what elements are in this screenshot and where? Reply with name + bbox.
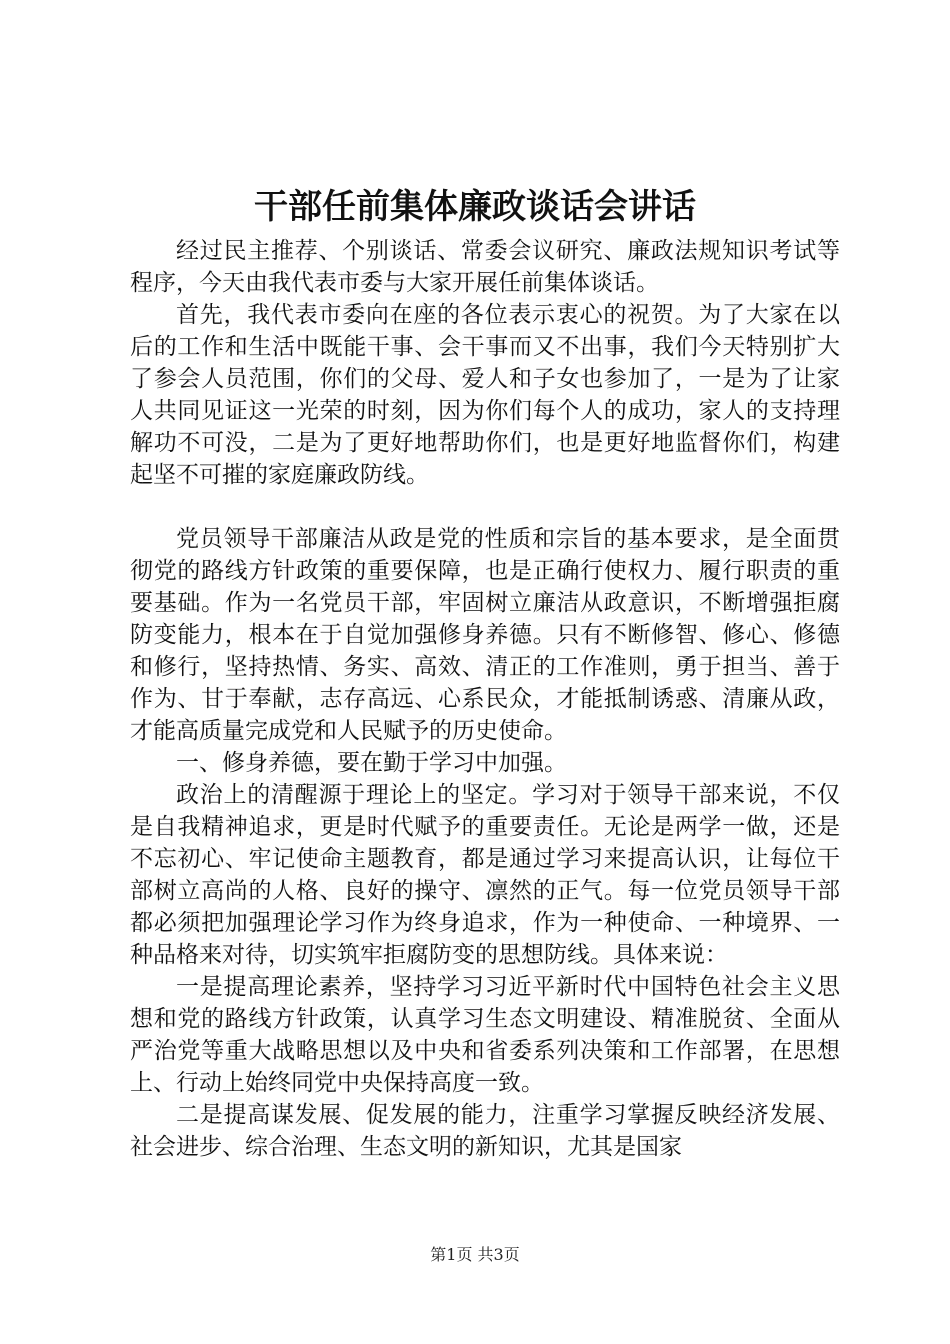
page-number-footer: 第1页 共3页 xyxy=(430,1245,520,1264)
paragraph-point-2: 二是提高谋发展、促发展的能力，注重学习掌握反映经济发展、社会进步、综合治理、生态文明的新知识，尤其是国家 xyxy=(130,1102,840,1160)
paragraph-study: 政治上的清醒源于理论上的坚定。学习对于领导干部来说，不仅是自我精神追求，更是时代赋予的重要责任。无论是两学一做，还是不忘初心、牢记使命主题教育，都是通过学习来提高认识，让每位干部树立高尚的人格、良好的操守、凛然的正气。每一位党员领导干部都必须把加强理论学习作为终身追求，作为一种使命、一种境界、一种品格来对待，切实筑牢拒腐防变的思想防线。具体来说： xyxy=(130,782,840,968)
paragraph-congratulations: 首先，我代表市委向在座的各位表示衷心的祝贺。为了大家在以后的工作和生活中既能干事、会干事而又不出事，我们今天特别扩大了参会人员范围，你们的父母、爱人和子女也参加了，一是为了让家人共同见证这一光荣的时刻，因为你们每个人的成功，家人的支持理解功不可没，二是为了更好地帮助你们，也是更好地监督你们，构建起坚不可摧的家庭廉政防线。 xyxy=(130,302,840,488)
paragraph-intro: 经过民主推荐、个别谈话、常委会议研究、廉政法规知识考试等程序，今天由我代表市委与大家开展任前集体谈话。 xyxy=(130,238,840,296)
document-body xyxy=(130,235,840,1163)
paragraph-spacer xyxy=(130,491,840,523)
section-heading-1: 一、修身养德，要在勤于学习中加强。 xyxy=(176,750,567,776)
paragraph-integrity: 党员领导干部廉洁从政是党的性质和宗旨的基本要求，是全面贯彻党的路线方针政策的重要保障，也是正确行使权力、履行职责的重要基础。作为一名党员干部，牢固树立廉洁从政意识，不断增强拒腐防变能力，根本在于自觉加强修身养德。只有不断修智、修心、修德和修行，坚持热情、务实、高效、清正的工作准则，勇于担当、善于作为、甘于奉献，志存高远、心系民众，才能抵制诱惑、清廉从政，才能高质量完成党和人民赋予的历史使命。 xyxy=(130,526,840,744)
document-title: 干部任前集体廉政谈话会讲话 xyxy=(254,187,696,227)
paragraph-point-1: 一是提高理论素养，坚持学习习近平新时代中国特色社会主义思想和党的路线方针政策，认真学习生态文明建设、精准脱贫、全面从严治党等重大战略思想以及中央和省委系列决策和工作部署，在思想上、行动上始终同党中央保持高度一致。 xyxy=(130,974,840,1096)
